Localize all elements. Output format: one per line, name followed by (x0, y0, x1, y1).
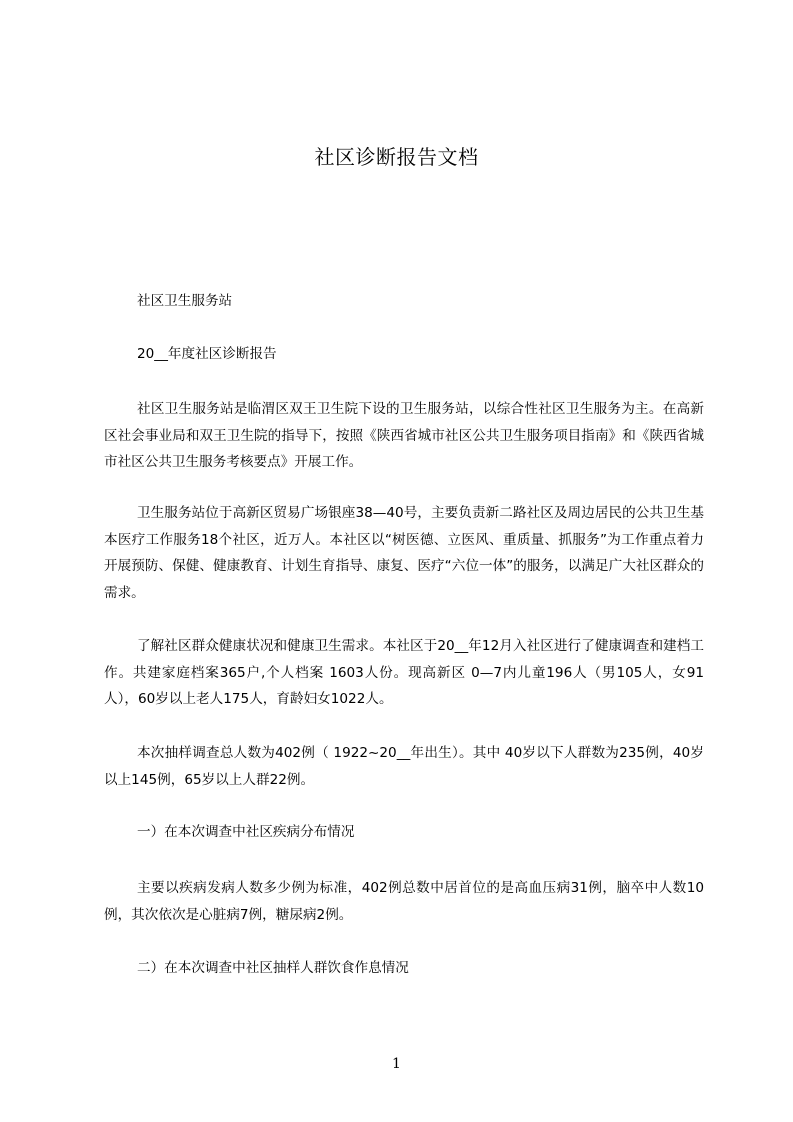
intro-paragraph: 社区卫生服务站是临渭区双王卫生院下设的卫生服务站，以综合性社区卫生服务为主。在高新区社会事业局和双王卫生院的指导下，按照《陕西省城市社区公共卫生服务项目指南》和《陕西省城市社区公共卫生服务考核要点》开展工作。 (104, 401, 704, 470)
section-heading-disease: 一）在本次调查中社区疾病分布情况 (137, 824, 355, 840)
report-title-paragraph: 20__年度社区诊断报告 (137, 346, 277, 362)
health-survey-paragraph: 了解社区群众健康状况和健康卫生需求。本社区于20__年12月入社区进行了健康调查和建档工作。共建家庭档案365户,个人档案 1603人份。现高新区 0—7内儿童196人（男105人，女91人），60岁以上老人175人，育龄妇女1022人。 (104, 638, 704, 707)
section-heading-diet: 二）在本次调查中社区抽样人群饮食作息情况 (137, 960, 409, 976)
page-number: 1 (392, 1056, 401, 1072)
disease-distribution-paragraph: 主要以疾病发病人数多少例为标准，402例总数中居首位的是高血压病31例，脑卒中人数10例，其次依次是心脏病7例，糖尿病2例。 (104, 880, 704, 923)
station-name-paragraph: 社区卫生服务站 (137, 293, 233, 309)
location-paragraph: 卫生服务站位于高新区贸易广场银座38—40号，主要负责新二路社区及周边居民的公共卫生基本医疗工作服务18个社区，近万人。本社区以“树医德、立医风、重质量、抓服务”为工作重点着力开展预防、保健、健康教育、计划生育指导、康复、医疗“六位一体”的服务，以满足广大社区群众的需求。 (104, 505, 704, 601)
sample-survey-paragraph: 本次抽样调查总人数为402例（ 1922~20__年出生）。其中 40岁以下人群数为235例，40岁以上145例，65岁以上人群22例。 (104, 745, 704, 788)
document-title: 社区诊断报告文档 (314, 145, 479, 169)
